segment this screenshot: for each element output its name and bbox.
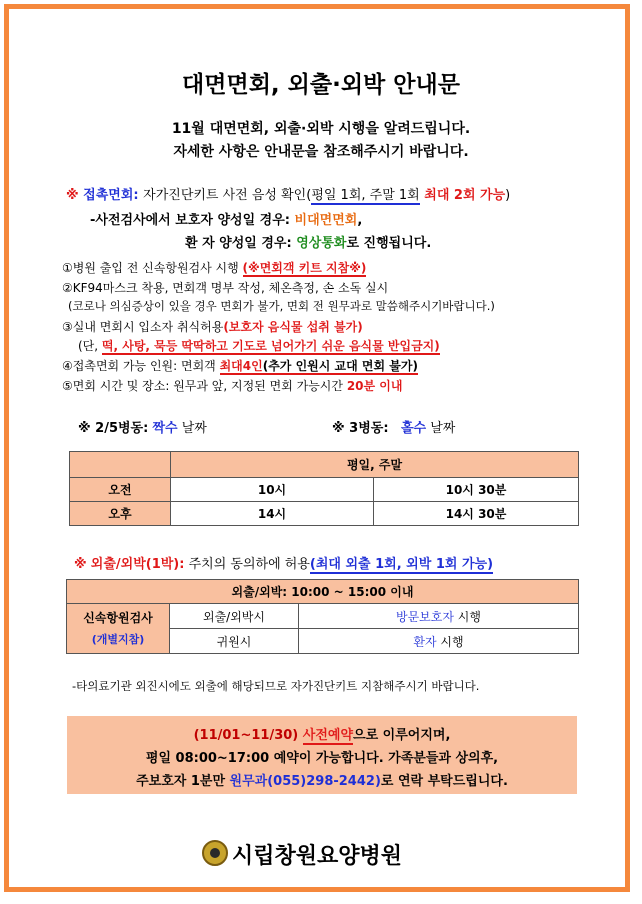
time-cell: 14시: [171, 502, 374, 526]
visit-close: ): [505, 188, 511, 203]
notice-line-3: [67, 770, 577, 789]
outing-table: [66, 579, 579, 654]
hospital-name: 시립창원요양병원: [232, 844, 403, 869]
ward-2-5-label: ※ 2/5병동:: [78, 421, 149, 436]
ward-2-5-suffix: 날짜: [181, 421, 207, 436]
notice-line-3-suffix: 로 연락 부탁드립니다.: [380, 774, 508, 789]
intro-line-2: 자세한 사항은 안내문을 참조해주시기 바랍니다.: [173, 144, 469, 160]
patient-suffix: 로 진행됩니다.: [346, 236, 432, 251]
hospital-emblem-icon: [202, 840, 228, 866]
ward-2-5: [78, 417, 207, 436]
reservation-notice: [67, 716, 577, 794]
visit-time-table: [69, 451, 579, 526]
outing-note: (최대 외출 1회, 외박 1회 가능): [309, 557, 494, 572]
rapid-test-cell: [67, 604, 170, 654]
outing-text: 주치의 동의하에 허용: [188, 557, 310, 572]
rule-4-red: 최대4인: [219, 359, 263, 373]
intro-line-1: 11월 대면면회, 외출·외박 시행을 알려드립니다.: [171, 121, 471, 137]
visit-table-header: 평일, 주말: [171, 452, 579, 478]
outing-mark: ※: [74, 557, 87, 572]
rule-3-sub-red: 떡, 사탕, 묵등 딱딱하고 기도로 넘어가기 쉬운 음식물 반입금지): [101, 339, 440, 353]
rule-5-text: ⑤면회 시간 및 장소: 원무과 앞, 지정된 면회 가능시간: [62, 379, 343, 393]
outing-row-1-value: [299, 604, 579, 629]
rule-4-text: ④접촉면회 가능 인원: 면회객: [62, 359, 216, 373]
rule-3: [62, 318, 363, 335]
notice-line-1: [67, 724, 577, 743]
visit-schedule: 평일 1회, 주말 1회: [311, 188, 420, 203]
guardian-line: [90, 209, 362, 228]
outing-row-1-who: 방문보호자: [396, 609, 454, 624]
period-cell: 오후: [70, 502, 171, 526]
time-cell: 10시: [171, 478, 374, 502]
rule-4: [62, 357, 418, 374]
time-cell: 10시 30분: [374, 478, 579, 502]
ward-3-label: ※ 3병동:: [332, 421, 389, 436]
rule-2-sub: (코로나 의심증상이 있을 경우 면회가 불가, 면회 전 원무과로 말씀해주시기바랍니다.): [68, 299, 495, 313]
ward-3-value: 홀수: [400, 421, 427, 436]
visit-mark: ※: [66, 188, 79, 203]
outing-row-2-value: [299, 629, 579, 654]
ward-3: [332, 417, 455, 436]
page-title: 대면면회, 외출·외박 안내문: [182, 72, 460, 98]
notice-phone: 원무과(055)298-2442): [229, 774, 381, 789]
outing-row-2-who: 환자: [413, 634, 437, 649]
rule-3-note: (보호자 음식물 섭취 불가): [223, 320, 363, 334]
notice-line-3-prefix: 주보호자 1분만: [136, 774, 225, 789]
patient-prefix: 환 자 양성일 경우:: [185, 236, 292, 251]
visit-heading: [66, 184, 510, 203]
ward-2-5-value: 짝수: [152, 421, 178, 436]
outing-row-1-label: 외출/외박시: [170, 604, 299, 629]
visit-max: 최대 2회 가능: [424, 188, 506, 203]
guardian-prefix: -사전검사에서 보호자 양성일 경우:: [90, 213, 290, 228]
table-row: [70, 502, 579, 526]
visit-table-corner: [70, 452, 171, 478]
visit-text: 자가진단키트 사전 음성 확인(: [143, 188, 312, 203]
outing-row-2-suffix: 시행: [440, 634, 464, 649]
notice-reserve: 사전예약: [302, 728, 354, 743]
table-row: [67, 604, 579, 629]
outing-row-1-suffix: 시행: [457, 609, 481, 624]
patient-result: 영상통화: [296, 236, 347, 251]
table-row: [70, 478, 579, 502]
rule-1-note: (※면회객 키트 지참※): [242, 261, 367, 275]
rapid-test-label: 신속항원검사: [83, 610, 153, 625]
outing-label: 외출/외박(1박):: [90, 557, 185, 572]
rule-2: ②KF94마스크 착용, 면회객 명부 작성, 체온측정, 손 소독 실시: [62, 281, 389, 295]
period-cell: 오전: [70, 478, 171, 502]
time-cell: 14시 30분: [374, 502, 579, 526]
rule-3-sub-prefix: (단,: [78, 339, 99, 353]
notice-dates: (11/01~11/30): [193, 728, 299, 743]
rule-1-text: ①병원 출입 전 신속항원검사 시행: [62, 261, 239, 275]
rule-3-text: ③실내 면회시 입소자 취식허용: [62, 320, 224, 334]
ward-3-suffix: 날짜: [430, 421, 456, 436]
visit-label: 접촉면회:: [83, 188, 139, 203]
footer-note: -타의료기관 외진시에도 외출에 해당되므로 자가진단키트 지참해주시기 바랍니다.: [72, 679, 480, 693]
outing-table-header: 외출/외박: 10:00 ~ 15:00 이내: [67, 580, 579, 604]
rule-3-sub: [78, 337, 440, 354]
guardian-suffix: ,: [357, 213, 363, 228]
outing-row-2-label: 귀원시: [170, 629, 299, 654]
rapid-test-sub: (개별지참): [91, 632, 145, 646]
rule-1: [62, 259, 366, 276]
rule-5: [62, 377, 402, 394]
rule-5-red: 20분 이내: [346, 379, 403, 393]
rule-4-note: (추가 인원시 교대 면회 불가): [262, 359, 418, 373]
outing-heading: [74, 553, 493, 572]
patient-line: [185, 232, 431, 251]
notice-line-2: 평일 08:00~17:00 예약이 가능합니다. 가족분들과 상의후,: [145, 751, 499, 766]
notice-line-1-suffix: 으로 이루어지며,: [353, 728, 451, 743]
guardian-result: 비대면면회: [294, 213, 358, 228]
